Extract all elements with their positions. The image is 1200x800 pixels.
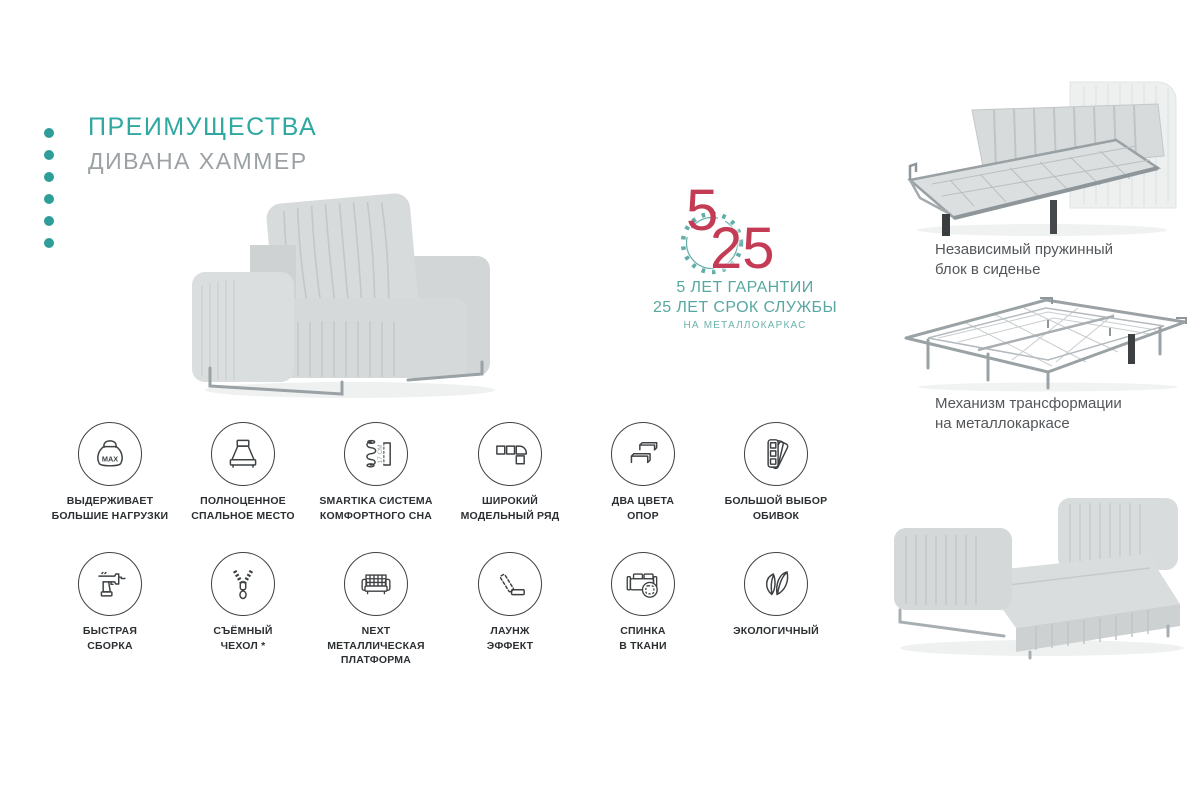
svg-text:MAX: MAX [101,454,119,464]
feature-label: СПИНКА В ТКАНИ [619,625,667,652]
feature-label: ЭКОЛОГИЧНЫЙ [733,625,819,637]
service-line: 25 ЛЕТ СРОК СЛУЖБЫ [652,298,838,316]
feature-label: ПОЛНОЦЕННОЕ СПАЛЬНОЕ МЕСТО [191,495,295,522]
teal-dot [44,238,54,248]
eco-leaves-icon [755,563,797,605]
feature-model-range [445,422,575,523]
frame-note-line: НА МЕТАЛЛОКАРКАС [683,320,807,332]
feature-label: ЛАУНЖ ЭФФЕКТ [486,625,534,652]
armchair-photo [180,190,510,402]
service-years-number: 25 [710,216,775,281]
caption-line: блок в сиденье [935,260,1041,278]
teal-dot [44,128,54,138]
feature-label: ВЫДЕРЖИВАЕТ БОЛЬШИЕ НАГРУЗКИ [51,495,169,522]
feature-label: БОЛЬШОЙ ВЫБОР ОБИВОК [724,495,828,522]
feature-lounge-effect [445,552,575,653]
swatches-icon [755,433,797,475]
warranty-years-number: 5 [686,178,719,243]
warranty-badge [640,180,850,330]
teal-dot [44,150,54,160]
kettlebell-max-icon [89,433,131,475]
feature-circle [211,422,275,486]
header [88,113,317,175]
svg-text:17 СМ: 17 СМ [376,444,384,464]
feature-label: СЪЁМНЫЙ ЧЕХОЛ * [213,625,273,652]
mattress-icon [222,433,264,475]
teal-dot [44,172,54,182]
feature-smartika [311,422,441,523]
warranty-line: 5 ЛЕТ ГАРАНТИИ [676,279,814,296]
feature-circle [611,422,675,486]
feature-fabric-back [578,552,708,653]
caption-line: Механизм трансформации [935,395,1122,412]
feature-circle [478,552,542,616]
lounge-icon [489,563,531,605]
feature-circle [478,422,542,486]
backrest-fabric-icon [622,563,664,605]
modular-icon [489,433,531,475]
feature-circle [211,552,275,616]
caption-line: на металлокаркасе [935,414,1070,432]
feature-label: SMARTIKA СИСТЕМА КОМФОРТНОГО СНА [319,495,433,522]
feature-circle [744,422,808,486]
feature-removable-cover [178,552,308,653]
feature-max-load [45,422,175,523]
spring-block-caption [935,240,1113,279]
teal-dot [44,194,54,204]
feature-eco [711,552,841,639]
spring-block-photo [902,80,1184,238]
warranty-text [640,278,850,331]
feature-label: ШИРОКИЙ МОДЕЛЬНЫЙ РЯД [460,495,560,522]
caption-line: Независимый пружинный [935,241,1114,258]
feature-label: NEXT МЕТАЛЛИЧЕСКАЯ ПЛАТФОРМА [327,625,425,667]
metal-frame-photo [898,288,1194,394]
feature-label: ДВА ЦВЕТА ОПОР [611,495,675,522]
feature-label: БЫСТРАЯ СБОРКА [82,625,138,652]
spring-icon [355,433,397,475]
platform-sofa-icon [355,563,397,605]
feature-circle [78,422,142,486]
mechanism-caption [935,394,1122,433]
feature-sleeping-place [178,422,308,523]
feature-fast-assembly [45,552,175,653]
legs-icon [622,433,664,475]
sofa-bed-photo [880,476,1192,662]
feature-leg-colors [578,422,708,523]
feature-circle [744,552,808,616]
feature-next-platform [311,552,441,668]
feature-upholstery [711,422,841,523]
feature-circle [344,422,408,486]
zipper-icon [222,563,264,605]
feature-circle [611,552,675,616]
teal-dot [44,216,54,226]
feature-circle [78,552,142,616]
page-title: ПРЕИМУЩЕСТВА [88,113,318,141]
drill-icon [89,563,131,605]
decorative-dot-column [44,128,54,260]
feature-circle [344,552,408,616]
page-subtitle: ДИВАНА ХАММЕР [88,148,308,174]
